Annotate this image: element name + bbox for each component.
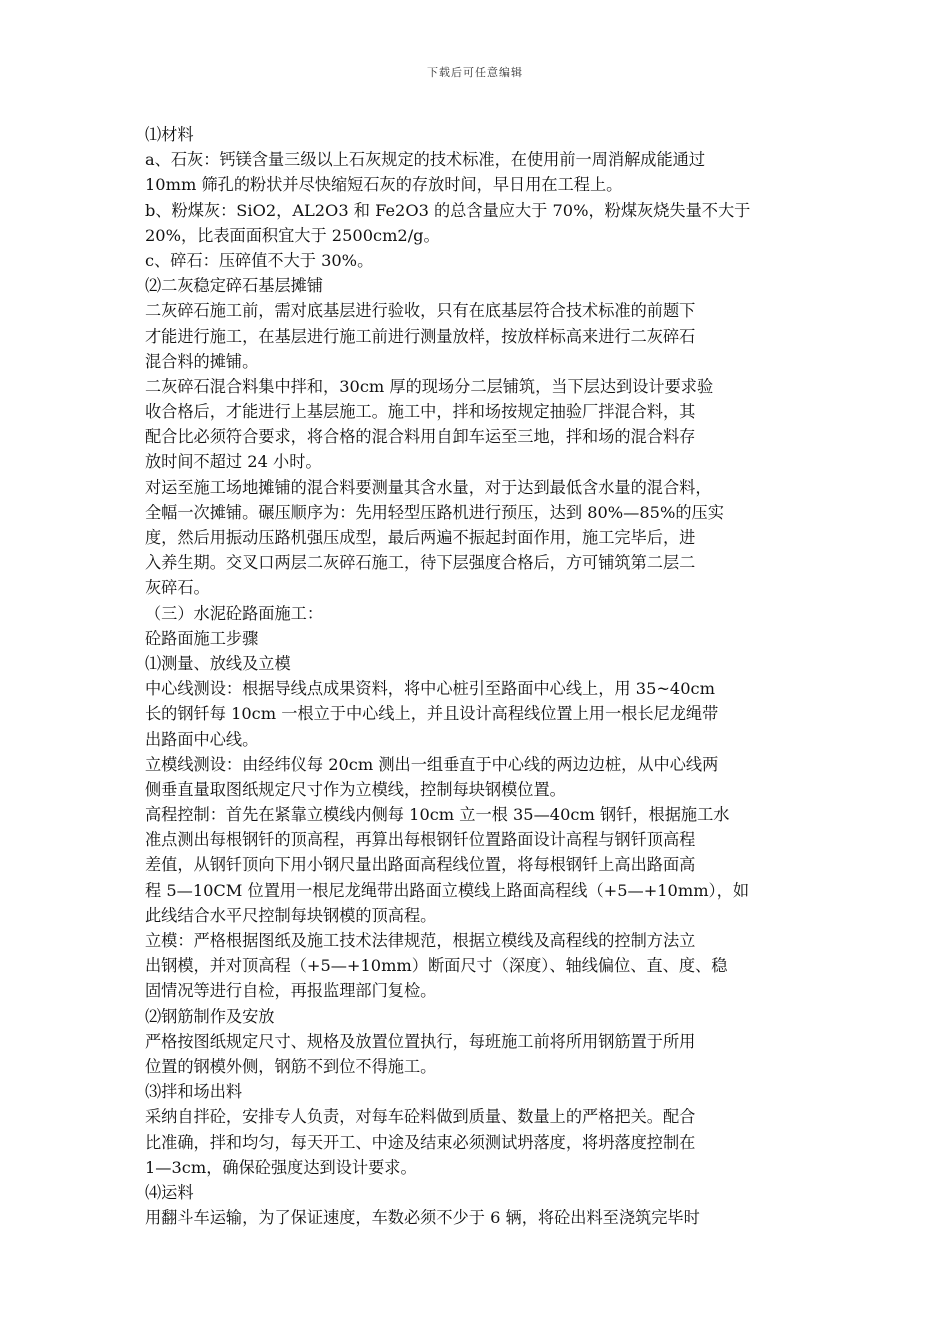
text-line: 砼路面施工步骤: [145, 628, 259, 648]
text-line: 程 5—10CM 位置用一根尼龙绳带出路面立模线上路面高程线（+5—+10mm），如: [145, 880, 750, 900]
text-line: 灰碎石。: [145, 578, 210, 598]
text-line: ⑷运料: [145, 1182, 194, 1202]
text-line: 放时间不超过 24 小时。: [145, 452, 322, 472]
text-line: 位置的钢模外侧，钢筋不到位不得施工。: [145, 1056, 437, 1076]
text-line: （三）水泥砼路面施工：: [145, 603, 324, 623]
text-line: ⑵钢筋制作及安放: [145, 1006, 275, 1026]
text-line: 准点测出每根钢钎的顶高程，再算出每根钢钎位置路面设计高程与钢钎顶高程: [145, 830, 696, 850]
text-line: 用翻斗车运输，为了保证速度，车数必须不少于 6 辆，将砼出料至浇筑完毕时: [145, 1208, 700, 1228]
text-line: 配合比必须符合要求，将合格的混合料用自卸车运至三地，拌和场的混合料存: [145, 427, 696, 447]
text-line: 出钢模，并对顶高程（+5—+10mm）断面尺寸（深度）、轴线偏位、直、度、稳: [145, 956, 728, 976]
text-line: 1—3cm，确保砼强度达到设计要求。: [145, 1157, 417, 1177]
text-line: ⑴测量、放线及立模: [145, 653, 291, 673]
text-line: b、粉煤灰：SiO2，AL2O3 和 Fe2O3 的总含量应大于 70%，粉煤灰烧失量不大于: [145, 200, 751, 220]
text-line: 10mm 筛孔的粉状并尽快缩短石灰的存放时间，早日用在工程上。: [145, 175, 623, 195]
text-line: c、碎石：压碎值不大于 30%。: [145, 250, 374, 270]
text-line: ⑵二灰稳定碎石基层摊铺: [145, 276, 324, 296]
text-line: 收合格后，才能进行上基层施工。施工中，拌和场按规定抽验厂拌混合料，其: [145, 402, 696, 422]
text-line: a、石灰：钙镁含量三级以上石灰规定的技术标准，在使用前一周消解成能通过: [145, 150, 706, 170]
document-body: [145, 122, 813, 1230]
text-line: 入养生期。交叉口两层二灰碎石施工，待下层强度合格后，方可铺筑第二层二: [145, 553, 696, 573]
text-line: 严格按图纸规定尺寸、规格及放置位置执行，每班施工前将所用钢筋置于所用: [145, 1031, 696, 1051]
text-line: 二灰碎石施工前，需对底基层进行验收，只有在底基层符合技术标准的前题下: [145, 301, 696, 321]
text-line: 对运至施工场地摊铺的混合料要测量其含水量，对于达到最低含水量的混合料，: [145, 477, 712, 497]
text-line: 20%，比表面面积宜大于 2500cm2/g。: [145, 225, 440, 245]
page-header: 下载后可任意编辑: [427, 66, 523, 79]
text-line: 混合料的摊铺。: [145, 351, 259, 371]
text-line: 高程控制：首先在紧靠立模线内侧每 10cm 立一根 35—40cm 钢钎，根据施工水: [145, 805, 730, 825]
text-line: 才能进行施工，在基层进行施工前进行测量放样，按放样标高来进行二灰碎石: [145, 326, 696, 346]
text-line: 全幅一次摊铺。碾压顺序为：先用轻型压路机进行预压，达到 80%—85%的压实: [145, 502, 724, 522]
text-line: 比准确，拌和均匀，每天开工、中途及结束必须测试坍落度，将坍落度控制在: [145, 1132, 696, 1152]
text-line: ⑴材料: [145, 125, 194, 144]
text-line: 立模线测设：由经纬仪每 20cm 测出一组垂直于中心线的两边边桩，从中心线两: [145, 754, 719, 774]
text-line: 此线结合水平尺控制每块钢模的顶高程。: [145, 905, 437, 925]
text-line: 中心线测设：根据导线点成果资料，将中心桩引至路面中心线上，用 35~40cm: [145, 679, 715, 699]
text-line: 度，然后用振动压路机强压成型，最后两遍不振起封面作用，施工完毕后，进: [145, 528, 696, 547]
text-line: 长的钢钎每 10cm 一根立于中心线上，并且设计高程线位置上用一根长尼龙绳带: [145, 704, 719, 724]
text-line: 二灰碎石混合料集中拌和，30cm 厚的现场分二层铺筑，当下层达到设计要求验: [145, 376, 714, 396]
text-line: 立模：严格根据图纸及施工技术法律规范，根据立模线及高程线的控制方法立: [145, 931, 696, 950]
text-line: 出路面中心线。: [145, 729, 259, 749]
text-line: 采纳自拌砼，安排专人负责，对每车砼料做到质量、数量上的严格把关。配合: [145, 1107, 696, 1127]
text-line: 固情况等进行自检，再报监理部门复检。: [145, 981, 437, 1001]
text-line: ⑶拌和场出料: [145, 1082, 243, 1102]
text-line: 差值，从钢钎顶向下用小钢尺量出路面高程线位置，将每根钢钎上高出路面高: [145, 855, 696, 875]
text-line: 侧垂直量取图纸规定尺寸作为立模线，控制每块钢模位置。: [145, 779, 566, 799]
